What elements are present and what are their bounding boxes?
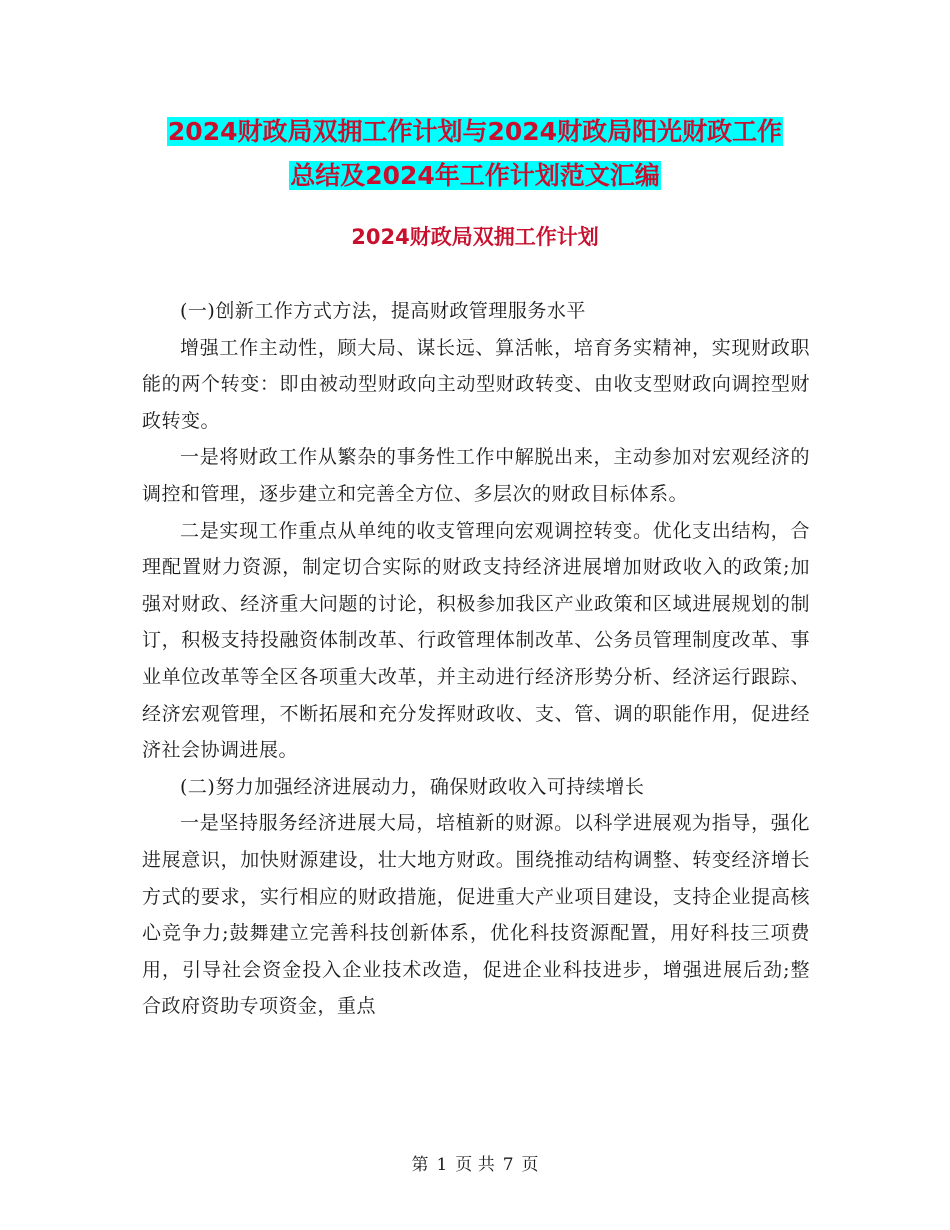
footer-prefix: 第 xyxy=(411,1155,429,1175)
footer-page-number: 1 xyxy=(436,1155,448,1175)
paragraph-2: 增强工作主动性，顾大局、谋长远、算活帐，培育务实精神，实现财政职能的两个转变：即由被动型财政向主动型财政转变、由收支型财政向调控型财政转变。 xyxy=(142,336,810,432)
paragraph-3: 一是将财政工作从繁杂的事务性工作中解脱出来，主动参加对宏观经济的调控和管理，逐步建立和完善全方位、多层次的财政目标体系。 xyxy=(142,446,810,505)
paragraph-1: (一)创新工作方式方法，提高财政管理服务水平 xyxy=(180,300,586,322)
paragraph-6: 一是坚持服务经济进展大局，培植新的财源。以科学进展观为指导，强化进展意识，加快财源建设，壮大地方财政。围绕推动结构调整、转变经济增长方式的要求，实行相应的财政措施，促进重大产业项目建设，支持企业提高核心竞争力;鼓舞建立完善科技创新体系，优化科技资源配置，用好科技三项费用，引导社会资金投入企业技术改造，促进企业科技进步，增强进展后劲;整合政府资助专项资金，重点 xyxy=(142,812,810,1018)
footer-total-pages: 7 xyxy=(502,1155,514,1175)
document-body xyxy=(142,293,810,1025)
document-title-text-1: 2024财政局双拥工作计划与2024财政局阳光财政工作 xyxy=(167,117,783,146)
document-title-line-1 xyxy=(0,110,950,154)
paragraph-4: 二是实现工作重点从单纯的收支管理向宏观调控转变。优化支出结构，合理配置财力资源，制定切合实际的财政支持经济进展增加财政收入的政策;加强对财政、经济重大问题的讨论，积极参加我区产业政策和区域进展规划的制订，积极支持投融资体制改革、行政管理体制改革、公务员管理制度改革、事业单位改革等全区各项重大改革，并主动进行经济形势分析、经济运行跟踪、经济宏观管理，不断拓展和充分发挥财政收、支、管、调的职能作用，促进经济社会协调进展。 xyxy=(142,519,810,762)
footer-middle: 页 共 xyxy=(455,1155,495,1175)
document-title-line-2 xyxy=(0,154,950,198)
footer-suffix: 页 xyxy=(521,1155,539,1175)
paragraph-5: (二)努力加强经济进展动力，确保财政收入可持续增长 xyxy=(180,775,645,798)
section-heading: 2024财政局双拥工作计划 xyxy=(351,225,599,249)
page-footer xyxy=(0,1153,950,1177)
document-title-text-2: 总结及2024年工作计划范文汇编 xyxy=(290,161,660,190)
